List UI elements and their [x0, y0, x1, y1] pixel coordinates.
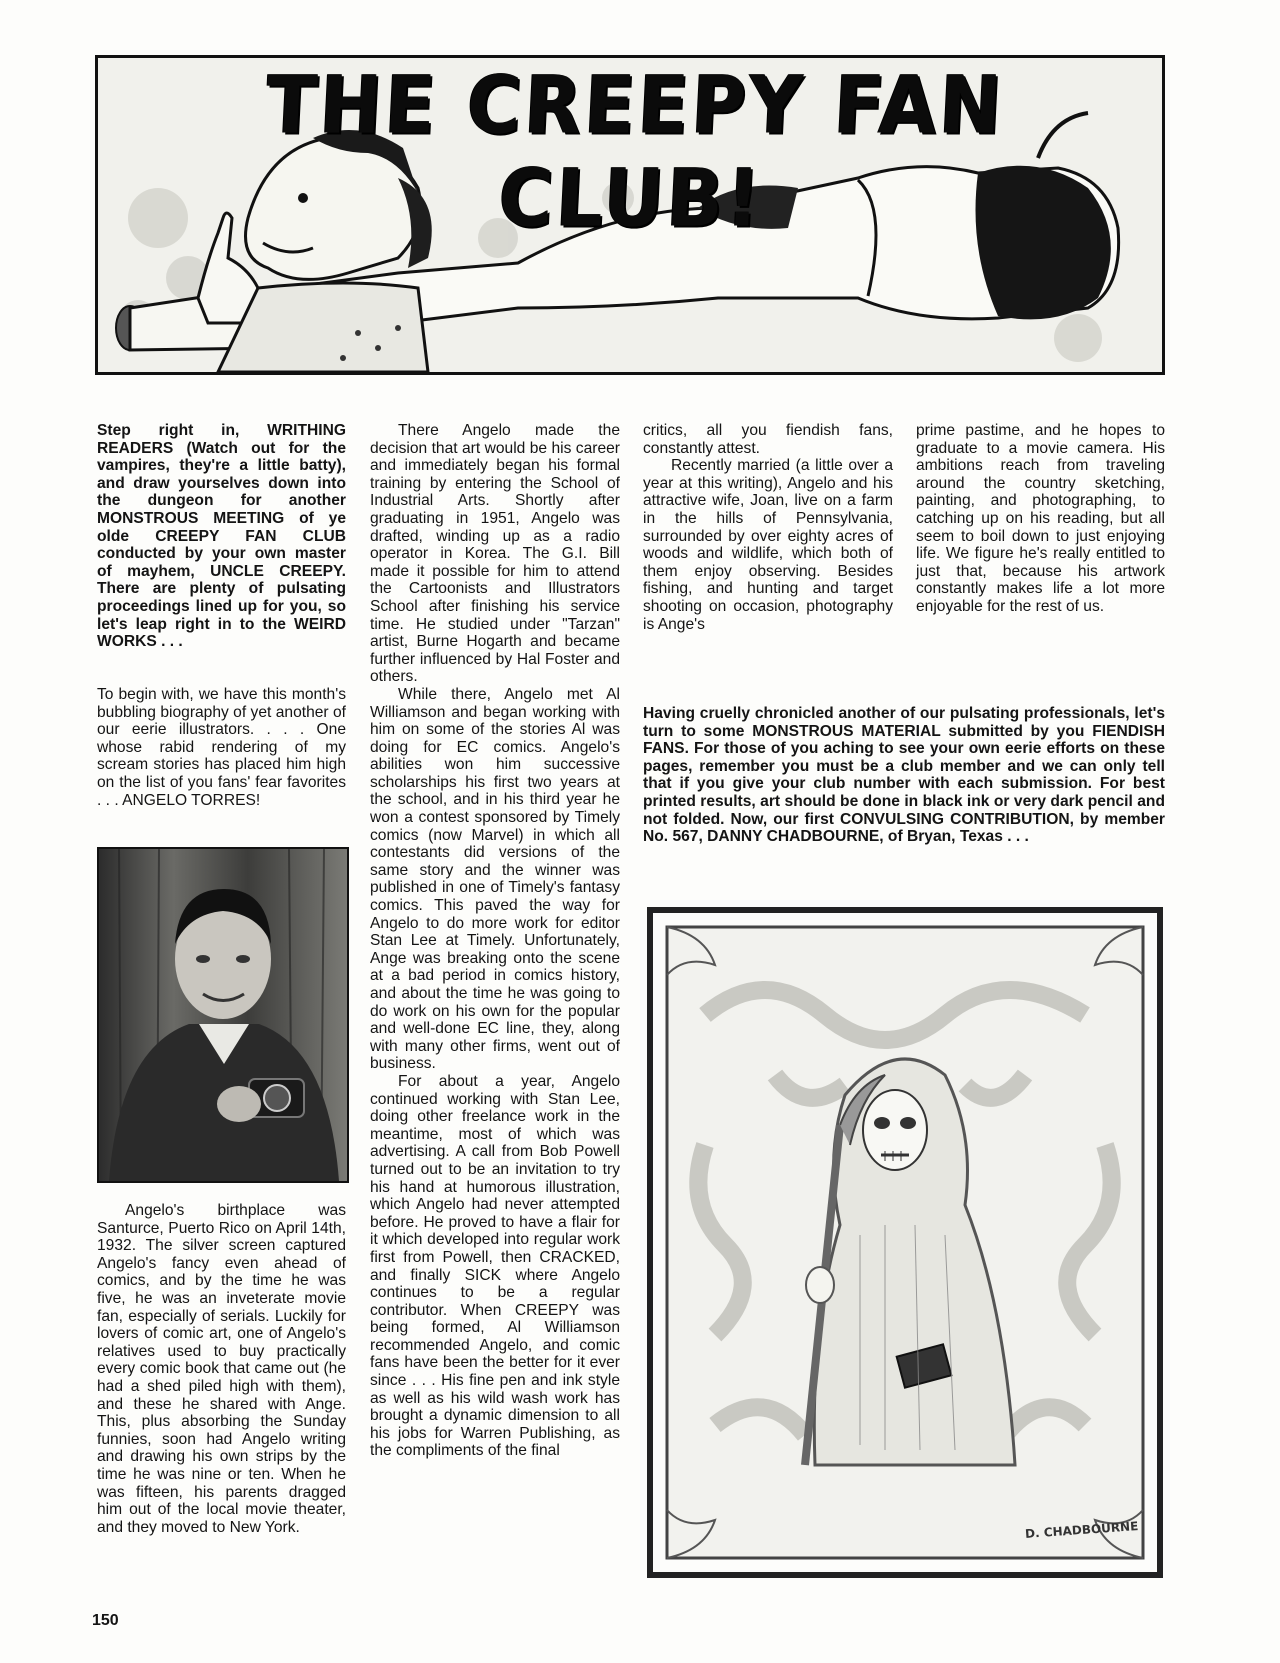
- column-1-birthplace: [97, 1202, 346, 1536]
- birthplace-paragraph: Angelo's birthplace was Santurce, Puerto Rico on April 14th, 1932. The silver screen captured Angelo's fancy even ahead of comics, and by the time he was five, he was an inveterate movie fan, especially of serials. Luckily for lovers of comic art, one of Angelo's relatives used to buy practically every comic book that came out (he had a shed piled high with them), and these he shared with Ange. This, plus absorbing the Sunday funnies, soon had Angelo writing and drawing his own strips by the time he was nine or ten. When he was fifteen, his parents dragged him out of the local movie theater, and they moved to New York.: [97, 1202, 346, 1536]
- fan-section: [643, 705, 1165, 846]
- column-4-paragraph-1: prime pastime, and he hopes to graduate to a movie camera. His ambitions reach from traveling around the country sketching, painting, and photographing, to catching up on his reading, but all seem to boil down to just enjoying life. We figure he's really entitled to just that, because his artwork constantly makes life a lot more enjoyable for the rest of us.: [916, 422, 1165, 615]
- fan-artwork: [645, 905, 1165, 1580]
- fan-section-paragraph: Having cruelly chronicled another of our pulsating professionals, let's turn to some MONSTROUS MATERIAL submitted by you FIENDISH FANS. For those of you aching to see your own eerie efforts on these pages, remember you must be a club member and we can only tell that if you give your club number with each submission. For best printed results, art should be done in black ink or very dark pencil and not folded. Now, our first CONVULSING CONTRIBUTION, by member No. 567, DANNY CHADBOURNE, of Bryan, Texas . . .: [643, 705, 1165, 846]
- portrait-image: [99, 849, 347, 1181]
- column-1-bio: [97, 686, 346, 809]
- grim-reaper-drawing: [645, 905, 1165, 1580]
- column-4: [916, 422, 1165, 616]
- column-2: [370, 422, 620, 1460]
- artist-signature: D. CHADBOURNE: [1024, 1519, 1139, 1541]
- intro-paragraph: Step right in, WRITHING READERS (Watch out for the vampires, they're a little batty), and draw yourselves down into the dungeon for another MONSTROUS MEETING of ye olde CREEPY FAN CLUB conducted by your own master of mayhem, UNCLE CREEPY. There are plenty of pulsating proceedings lined up for you, so let's leap right in to the WEIRD WORKS . . .: [97, 422, 346, 651]
- column-2-paragraph-2: While there, Angelo met Al Williamson and began working with him on some of the stories Al was doing for EC comics. Angelo's abilities won him successive scholarships his first two years at the school, and in his third year he won a contest sponsored by Timely comics (now Marvel) in which all contestants did versions of the same story and the winner was published in one of Timely's fantasy comics. This paved the way for Angelo to do more work for editor Stan Lee at Timely. Unfortunately, Ange was breaking onto the scene at a bad period in comics history, and about the time he was going to do work on his own for the popular and well-done EC line, they, along with many other firms, went out of business.: [370, 685, 620, 1073]
- page-title: THE CREEPY FAN CLUB!: [264, 59, 1007, 245]
- bio-intro-paragraph: To begin with, we have this month's bubbling biography of yet another of our eerie illustrators. . . . One whose rabid rendering of my scream stories has placed him high on the list of you fans' fear favorites . . . ANGELO TORRES!: [97, 686, 346, 809]
- column-3-paragraph-2: Recently married (a little over a year at this writing), Angelo and his attractive wife, Joan, live on a farm in the hills of Pennsylvania, surrounded by over eighty acres of woods and wildlife, which both of them enjoy observing. Besides fishing, and hunting and target shooting on occasion, photography is Ange's: [643, 457, 893, 633]
- page-number: 150: [92, 1612, 119, 1629]
- angelo-torres-photo: [97, 847, 349, 1183]
- column-2-paragraph-3: For about a year, Angelo continued working with Stan Lee, doing other freelance work in the meantime, most of which was advertising. A call from Bob Powell turned out to be an invitation to try his hand at humorous illustration, which Angelo had never attempted before. He proved to have a flair for it which developed into regular work first from Powell, then CRACKED, and finally SICK where Angelo continues to be a regular contributor. When CREEPY was being formed, Al Williamson recommended Angelo, and comic fans have been the better for it ever since . . . His fine pen and ink style as well as his wild wash work has brought a dynamic dimension to all his jobs for Warren Publishing, as the compliments of the final: [370, 1072, 620, 1460]
- column-1: [97, 422, 346, 651]
- header-illustration: [95, 55, 1165, 375]
- column-2-paragraph-1: There Angelo made the decision that art would be his career and immediately began his formal training by entering the School of Industrial Arts. Shortly after graduating in 1951, Angelo was drafted, winding up as a radio operator in Korea. The G.I. Bill made it possible for him to attend the Cartoonists and Illustrators School after finishing his service time. He studied under "Tarzan" artist, Burne Hogarth and became further influenced by Hal Foster and others.: [370, 422, 620, 686]
- column-3-paragraph-1: critics, all you fiendish fans, constantly attest.: [643, 422, 893, 457]
- column-3: [643, 422, 893, 633]
